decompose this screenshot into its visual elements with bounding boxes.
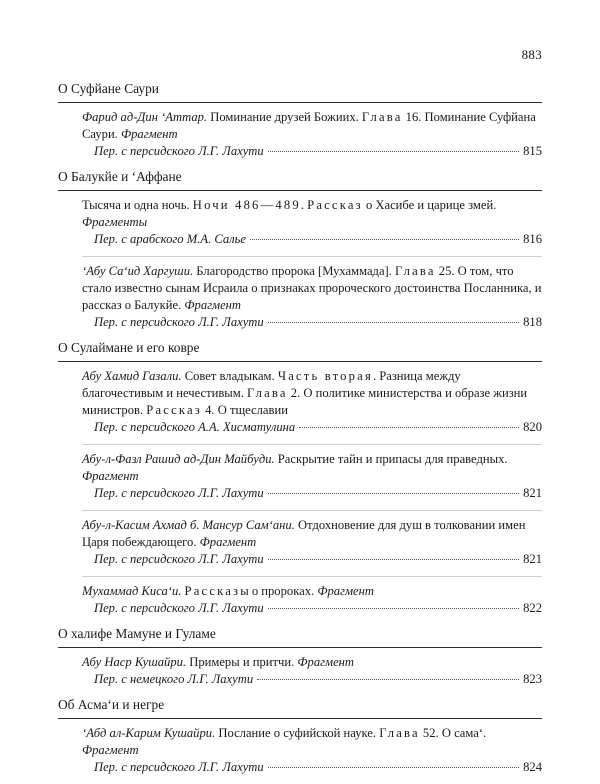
translator: Пер. с персидского Л.Г. Лахути — [94, 315, 264, 329]
entry-page-number: 824 — [523, 760, 542, 774]
translation-line[interactable] — [82, 551, 542, 568]
entry-title: Послание о суфийской науке. Глава 52. О самаʻ. — [215, 726, 487, 740]
entry-text — [82, 197, 542, 231]
entry-title: Отдохновение для душ в толковании имен Царя побеждающего. — [82, 518, 526, 549]
toc-entry — [58, 654, 542, 688]
entry-page-number: 821 — [523, 486, 542, 500]
translator: Пер. с немецкого Л.Г. Лахути — [94, 672, 254, 686]
toc-entry — [58, 517, 542, 568]
translator: Пер. с персидского А.А. Хисматулина — [94, 420, 296, 434]
dot-leader — [268, 767, 519, 768]
translation-line[interactable] — [82, 485, 542, 502]
entry-fragment-label: Фрагмент — [297, 655, 354, 669]
entry-title: Совет владыкам. Часть вторая. Разница между благочестивым и нечестивым. Глава 2. О политике министерства и образе жизни министров. Рассказ 4. О тщеславии — [82, 369, 528, 417]
entry-page-number: 822 — [523, 601, 542, 615]
entry-author: Фарид ад-Дин ʻАттар. — [82, 110, 208, 124]
entry-divider — [82, 510, 542, 511]
dot-leader — [268, 151, 519, 152]
translation-line[interactable] — [82, 231, 542, 248]
entry-text — [82, 654, 542, 671]
entry-author: Абу Хамид Газали. — [82, 369, 182, 383]
entry-fragment-label: Фрагменты — [82, 215, 148, 229]
toc-entry — [58, 368, 542, 436]
dot-leader — [299, 427, 519, 428]
entry-page-number: 821 — [523, 552, 542, 566]
toc-section — [58, 339, 542, 617]
section-divider — [58, 361, 542, 362]
entry-page-number: 816 — [523, 232, 542, 246]
entry-title: Раскрытие тайн и припасы для праведных. — [274, 452, 508, 466]
section-heading: О Сулаймане и его ковре — [58, 340, 200, 355]
toc-section — [58, 696, 542, 776]
entry-author: ʻАбу Саʻид Харгуши. — [82, 264, 194, 278]
dot-leader — [250, 239, 519, 240]
dot-leader — [268, 322, 519, 323]
toc-section — [58, 168, 542, 331]
translator: Пер. с персидского Л.Г. Лахути — [94, 486, 264, 500]
entry-title: Поминание друзей Божиих. Глава 16. Поминание Суфйана Саури. — [82, 110, 536, 141]
entry-text — [82, 517, 542, 551]
translation-line[interactable] — [82, 419, 542, 436]
entry-text — [82, 451, 542, 485]
entry-divider — [82, 576, 542, 577]
entry-author: ʻАбд ал-Карим Кушайри. — [82, 726, 216, 740]
section-heading: О халифе Мамуне и Гуламе — [58, 626, 216, 641]
entry-title: . Рассказ о Хасибе и царице змей. — [300, 198, 497, 212]
entry-author: Абу-л-Касим Ахмад б. Мансур Самʻани. — [82, 518, 295, 532]
entry-fragment-label: Фрагмент — [82, 469, 139, 483]
section-divider — [58, 102, 542, 103]
entry-text — [82, 109, 542, 143]
translator: Пер. с арабского М.А. Салье — [94, 232, 246, 246]
dot-leader — [257, 679, 519, 680]
entry-divider — [82, 444, 542, 445]
toc-entry — [58, 197, 542, 248]
translation-line[interactable] — [82, 759, 542, 776]
dot-leader — [268, 493, 519, 494]
entry-fragment-label: Фрагмент — [317, 584, 374, 598]
toc-entry — [58, 451, 542, 502]
toc-section — [58, 625, 542, 688]
entry-page-number: 815 — [523, 144, 542, 158]
entry-text — [82, 263, 542, 314]
entry-author: Абу-л-Фазл Рашид ад-Дин Майбуди. — [82, 452, 275, 466]
translation-line[interactable] — [82, 671, 542, 688]
toc-entry — [58, 263, 542, 331]
toc-section — [58, 80, 542, 160]
translation-line[interactable] — [82, 600, 542, 617]
entry-author: Мухаммад Кисаʻи. — [82, 584, 182, 598]
entry-text — [82, 583, 542, 600]
translation-line[interactable] — [82, 314, 542, 331]
translator: Пер. с персидского Л.Г. Лахути — [94, 552, 264, 566]
entry-page-number: 818 — [523, 315, 542, 329]
entry-spaced-text: Ночи 486—489 — [192, 198, 301, 212]
dot-leader — [268, 559, 519, 560]
entry-page-number: 820 — [523, 420, 542, 434]
section-divider — [58, 647, 542, 648]
entry-author: Абу Наср Кушайри. — [82, 655, 187, 669]
toc-entry — [58, 109, 542, 160]
section-heading: Об Асмаʻи и негре — [58, 697, 165, 712]
entry-title: Рассказы о пророках. — [184, 584, 318, 598]
entry-page-number: 823 — [523, 672, 542, 686]
section-divider — [58, 190, 542, 191]
entry-divider — [82, 256, 542, 257]
table-of-contents — [58, 80, 542, 784]
section-heading: О Суфйане Саури — [58, 81, 159, 96]
entry-fragment-label: Фрагмент — [199, 535, 257, 549]
translator: Пер. с персидского Л.Г. Лахути — [94, 144, 264, 158]
toc-entry — [58, 725, 542, 776]
dot-leader — [268, 608, 519, 609]
translator: Пер. с персидского Л.Г. Лахути — [94, 760, 264, 774]
toc-entry — [58, 583, 542, 617]
entry-fragment-label: Фрагмент — [120, 127, 178, 141]
entry-title: Благородство пророка [Мухаммада]. Глава 25. О том, что стало известно сынам Исраила о признаках пророческого достоинства Посланника, и рассказ о Балукйе. — [82, 264, 542, 312]
entry-text — [82, 725, 542, 759]
page-number: 883 — [521, 47, 542, 62]
section-divider — [58, 718, 542, 719]
entry-fragment-label: Фрагмент — [184, 298, 242, 312]
translation-line[interactable] — [82, 143, 542, 160]
translator: Пер. с персидского Л.Г. Лахути — [94, 601, 264, 615]
entry-title-lead: Тысяча и одна ночь. — [82, 198, 193, 212]
entry-fragment-label: Фрагмент — [82, 743, 139, 757]
section-heading: О Балукйе и ʻАффане — [58, 169, 182, 184]
entry-title: Примеры и притчи. — [186, 655, 298, 669]
entry-text — [82, 368, 542, 419]
